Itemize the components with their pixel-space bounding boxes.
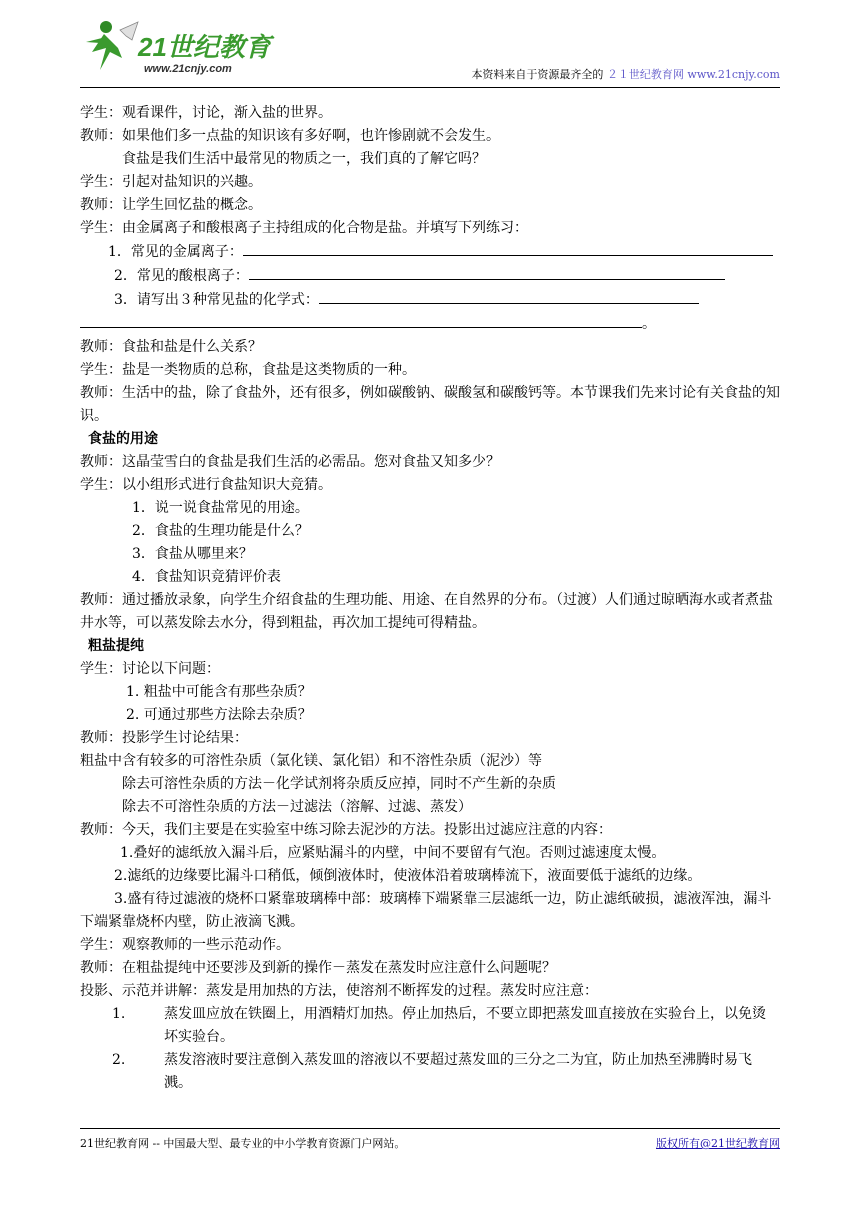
list-item: 2.滤纸的边缘要比漏斗口稍低，倾倒液体时，使液体沿着玻璃棒流下，液面要低于滤纸的边缘。 [114,868,702,884]
exercise-continuation [80,312,780,336]
list-item: 2．食盐的生理功能是什么？ [132,523,309,539]
numbered-item [80,1003,780,1049]
logo-21cnjy [80,18,280,80]
list-item: 3．食盐从哪里来？ [132,546,253,562]
answer-blank[interactable] [319,288,699,304]
footer-text-row [80,1135,780,1151]
page-header [80,18,780,88]
paragraph: 学生：由金属离子和酸根离子主持组成的化合物是盐。并填写下列练习： [80,220,528,236]
paragraph: 教师：这晶莹雪白的食盐是我们生活的必需品。您对食盐又知多少？ [80,454,500,470]
paragraph: 除去不可溶性杂质的方法－过滤法（溶解、过滤、蒸发） [122,799,472,815]
paragraph: 学生：盐是一类物质的总称，食盐是这类物质的一种。 [80,362,416,378]
answer-blank[interactable] [243,240,773,256]
paragraph: 教师：在粗盐提纯中还要涉及到新的操作－蒸发在蒸发时应注意什么问题呢？ [80,960,556,976]
exercise-end-mark: 。 [642,316,656,332]
header-divider [80,87,780,88]
footer-divider [80,1128,780,1129]
list-item: 1.叠好的滤纸放入漏斗后，应紧贴漏斗的内壁，中间不要留有气泡。否则过滤速度太慢。 [120,845,666,861]
paragraph: 教师：生活中的盐，除了食盐外，还有很多，例如碳酸钠、碳酸氢和碳酸钙等。本节课我们先来讨论有关食盐的知识。 [80,385,780,424]
list-item: 2. 可通过那些方法除去杂质？ [126,707,312,723]
item-number: 1. [112,1006,126,1022]
paragraph: 教师：食盐和盐是什么关系？ [80,339,262,355]
answer-blank[interactable] [249,264,725,280]
paragraph: 学生：观看课件，讨论，渐入盐的世界。 [80,105,332,121]
exercise-item [80,264,780,288]
list-item: 1. 粗盐中可能含有那些杂质？ [126,684,312,700]
header-note [471,66,780,82]
runner-icon [86,21,138,70]
section-heading: 食盐的用途 [88,431,158,447]
paragraph: 教师：如果他们多一点盐的知识该有多好啊，也许惨剧就不会发生。 [80,128,500,144]
paragraph: 教师：今天，我们主要是在实验室中练习除去泥沙的方法。投影出过滤应注意的内容： [80,822,612,838]
exercise-label: 2．常见的酸根离子： [114,268,249,284]
numbered-item [80,1049,780,1095]
exercise-label: 1．常见的金属离子： [108,244,243,260]
logo-brand-text: 21世纪教育 [138,32,271,62]
footer-left-text: 21世纪教育网 -- 中国最大型、最专业的中小学教育资源门户网站。 [80,1137,406,1150]
list-item: 1．说一说食盐常见的用途。 [132,500,309,516]
list-item: 3.盛有待过滤液的烧杯口紧靠玻璃棒中部：玻璃棒下端紧靠三层滤纸一边，防止滤纸破损，滤液浑浊，漏斗下端紧靠烧杯内壁，防止液滴飞溅。 [80,891,772,930]
item-number: 2. [112,1052,126,1068]
exercise-item [80,288,780,312]
paragraph: 教师：让学生回忆盐的概念。 [80,197,262,213]
document-body [80,102,780,1095]
exercise-item [80,240,780,264]
page-footer [80,1128,780,1151]
paragraph: 学生：讨论以下问题： [80,661,220,677]
paragraph: 教师：投影学生讨论结果： [80,730,248,746]
item-text: 蒸发溶液时要注意倒入蒸发皿的溶液以不要超过蒸发皿的三分之二为宜，防止加热至沸腾时易飞溅。 [164,1052,752,1091]
paragraph: 学生：以小组形式进行食盐知识大竞猜。 [80,477,332,493]
list-item: 4．食盐知识竞猜评价表 [132,569,281,585]
paragraph: 除去可溶性杂质的方法－化学试剂将杂质反应掉，同时不产生新的杂质 [122,776,556,792]
exercise-label: 3．请写出３种常见盐的化学式： [114,292,319,308]
paragraph: 投影、示范并讲解：蒸发是用加热的方法，使溶剂不断挥发的过程。蒸发时应注意： [80,983,598,999]
section-heading: 粗盐提纯 [88,638,144,654]
footer-copyright-link[interactable]: 版权所有@21世纪教育网 [656,1137,780,1150]
logo-url-text: www.21cnjy.com [144,63,232,75]
answer-blank[interactable] [80,312,642,328]
paragraph: 教师：通过播放录象，向学生介绍食盐的生理功能、用途、在自然界的分布。（过渡）人们通过晾晒海水或者煮盐井水等，可以蒸发除去水分，得到粗盐，再次加工提纯可得精盐。 [80,592,773,631]
paragraph: 粗盐中含有较多的可溶性杂质（氯化镁、氯化铝）和不溶性杂质（泥沙）等 [80,753,542,769]
paragraph: 学生：引起对盐知识的兴趣。 [80,174,262,190]
paragraph: 食盐是我们生活中最常见的物质之一，我们真的了解它吗？ [122,151,486,167]
header-note-link[interactable]: ２１世纪教育网 www.21cnjy.com [606,68,780,81]
paragraph: 学生：观察教师的一些示范动作。 [80,937,290,953]
item-text: 蒸发皿应放在铁圈上，用酒精灯加热。停止加热后，不要立即把蒸发皿直接放在实验台上，以免烫坏实验台。 [164,1006,766,1045]
header-note-prefix: 本资料来自于资源最齐全的 [471,68,604,81]
